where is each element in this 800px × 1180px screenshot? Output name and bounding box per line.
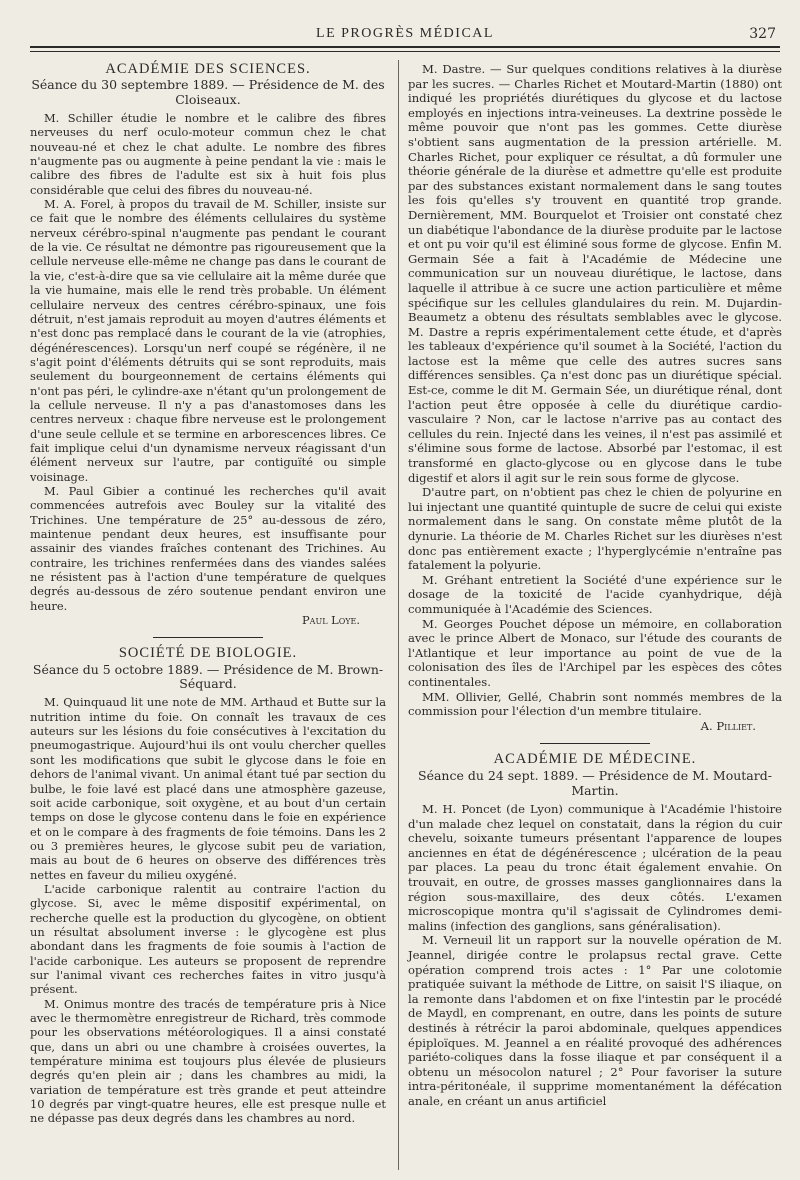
- column-divider: [398, 60, 399, 1170]
- running-header: [30, 26, 780, 48]
- paragraph: M. Onimus montre des tracés de température pris à Nice avec le thermomètre enregistreur de Richard, très commode pour les observations météorologiques. Il a ainsi constaté que, dans un abri ou une chambre à croisées ouvertes, la température minima est toujours plus élevée de plusieurs degrés qu'en plein air ; dans les chambres au midi, la variation de température est très grande et peut atteindre 10 degrés par vingt-quatre heures, elle est presque nulle et ne dépasse pas deux degrés dans les chambres au nord.: [30, 996, 386, 1126]
- section-heading-academie-sciences: ACADÉMIE DES SCIENCES.: [105, 61, 311, 77]
- page-number: 327: [749, 26, 776, 42]
- paragraph: M. Dastre. — Sur quelques conditions relatives à la diurèse par les sucres. — Charles Richet et Moutard-Martin (1880) ont indiqué les propriétés diurétiques du glycose et du lactose employés en injections intra-veineuses. La dextrine possède le même pouvoir que n'ont pas les gommes. Cette diurèse s'obtient sans augmentation de la pression artérielle. M. Charles Richet, pour expliquer ce résultat, a dû formuler une théorie générale de la diurèse et admettre qu'elle est produite par des substances existant normalement dans le sang toutes les fois qu'elles s'y trouvent en quantité trop grande. Dernièrement, MM. Bourquelot et Troisier ont constaté chez un diabétique l'abondance de la diurèse produite par le lactose et ont pu voir qu'il est éliminé sous forme de glycose. Enfin M. Germain Sée a fait à l'Académie de Médecine une communication sur un nouveau diurétique, le lactose, dans laquelle il attribue à ce sucre une action particulière et même spécifique sur les cellules glandulaires du rein. M. Dujardin-Beaumetz a obtenu des résultats semblables avec le glycose. M. Dastre a repris expérimentalement cette étude, et d'après les tableaux d'expérience qu'il soumet à la Société, l'action du lactose est la même que celle des autres sucres sans différences sensibles. Ça n'est donc pas un diurétique spécial. Est-ce, comme le dit M. Germain Sée, un diurétique rénal, dont l'action peut être opposée à celle du diurétique cardio-vasculaire ? Non, car le lactose n'arrive pas au contact des cellules du rein. Injecté dans les veines, il n'est pas assimilé et s'élimine sous forme de lactose. Absorbé par l'estomac, il est transformé en glacto-glycose ou en glycose dans le tube digestif et alors il agit sur le rein sous forme de glycose.: [408, 62, 782, 485]
- left-column: [30, 62, 386, 1126]
- paragraph: M. H. Poncet (de Lyon) communique à l'Académie l'histoire d'un malade chez lequel on constatait, dans la région du cuir chevelu, soixante tumeurs présentant l'apparence de loupes anciennes en état de dégénérescence ; ulcération de la peau par places. La peau du tronc était également envahie. On trouvait, en outre, de grosses masses ganglionnaires dans la région sous-maxillaire, des deux côtés. L'examen microscopique montra qu'il s'agissait de Cylindromes demi-malins (infection des ganglions, sans généralisation).: [408, 802, 782, 933]
- paragraph: M. Quinquaud lit une note de MM. Arthaud et Butte sur la nutrition intime du foie. On connaît les travaux de ces auteurs sur les lésions du foie consécutives à l'excitation du pneumogastrique. Aujourd'hui ils ont voulu chercher quelles sont les modifications que subit le glycose dans le foie en dehors de l'animal vivant. Un animal étant tué par section du bulbe, le foie lavé est placé dans une atmosphère gazeuse, soit acide carbonique, soit oxygène, et au bout d'un certain temps on dose le glycose contenu dans le foie en expérience et on le compare à des fragments de foie témoins. Dans les 2 ou 3 premières heures, le glycose subit peu de variation, mais au bout de 6 heures on observe des différences très nettes en faveur du milieu oxygéné.: [30, 695, 386, 882]
- section-heading-academie-medecine: ACADÉMIE DE MÉDECINE.: [493, 751, 697, 768]
- paragraph: MM. Ollivier, Gellé, Chabrin sont nommés membres de la commission pour l'élection d'un membre titulaire.: [408, 689, 782, 719]
- right-column: [408, 62, 782, 1109]
- paragraph: M. A. Forel, à propos du travail de M. Schiller, insiste sur ce fait que le nombre des éléments cellulaires du système nerveux cérébro-spinal n'augmente pas pendant le courant de la vie. Ce résultat ne démontre pas rigoureusement que la cellule nerveuse elle-même ne change pas dans le courant de la vie, c'est-à-dire que sa vie cellulaire ait la même durée que la vie humaine, mais elle le rend très probable. Un élément cellulaire nerveux des centres cérébro-spinaux, une fois détruit, n'est jamais reproduit au moyen d'autres éléments et n'est donc pas remplacé dans le courant de la vie (atrophies, dégénérescences). Lorsqu'un nerf coupé se régénère, il ne s'agit point d'éléments détruits qui se sont reproduits, mais seulement du bourgeonnement de certains éléments qui n'ont pas péri, le cylindre-axe n'étant qu'un prolongement de la cellule nerveuse. Il n'y a pas d'anastomoses dans les centres nerveux : chaque fibre nerveuse est le prolongement d'une seule cellule et se termine en arborescences libres. Ce fait implique celui d'un dynamisme nerveux réagissant d'un élément nerveux sur l'autre, par contiguïté ou simple voisinage.: [30, 197, 386, 484]
- signature: A. Pilliet.: [700, 718, 756, 733]
- section-heading-societe-biologie: SOCIÉTÉ DE BIOLOGIE.: [118, 645, 298, 662]
- signature: Paul Loye.: [302, 613, 360, 628]
- paragraph: D'autre part, on n'obtient pas chez le chien de polyurine en lui injectant une quantité quintuple de sucre de celui qui existe normalement dans le sang. On constate même plutôt de la dynurie. La théorie de M. Charles Richet sur les diurèses n'est donc pas entièrement exacte ; l'hyperglycémie n'entraîne pas fatalement la polyurie.: [408, 485, 782, 573]
- paragraph: M. Schiller étudie le nombre et le calibre des fibres nerveuses du nerf oculo-moteur commun chez le chat nouveau-né et chez le chat adulte. Le nombre des fibres n'augmente pas ou augmente à peine pendant la vie : mais le calibre des fibres de l'adulte est six à huit fois plus considérable que celui des fibres du nouveau-né.: [30, 111, 386, 197]
- seance-line: Séance du 5 octobre 1889. — Présidence de M. Brown-Séquard.: [32, 661, 384, 692]
- paragraph: M. Paul Gibier a continué les recherches qu'il avait commencées autrefois avec Bouley sur la vitalité des Trichines. Une température de 25° au-dessous de zéro, maintenue pendant deux heures, est insuffisante pour assainir des viandes fraîches contenant des Trichines. Au contraire, les trichines renfermées dans des viandes salées ne résistent pas à l'action d'une température de quelques degrés au-dessous de zéro soutenue pendant environ une heure.: [30, 483, 386, 613]
- seance-line: Séance du 30 septembre 1889. — Présidence de M. des Cloiseaux.: [31, 77, 385, 107]
- paragraph: M. Georges Pouchet dépose un mémoire, en collaboration avec le prince Albert de Monaco, sur l'étude des courants de l'Atlantique et leur importance au point de vue de la colonisation des îles de l'Archipel par les espèces des côtes continentales.: [408, 616, 782, 689]
- paragraph: M. Gréhant entretient la Société d'une expérience sur le dosage de la toxicité de l'acide cyanhydrique, déjà communiquée à l'Académie des Sciences.: [408, 572, 782, 616]
- header-rule-thin: [30, 51, 780, 52]
- paragraph: L'acide carbonique ralentit au contraire l'action du glycose. Si, avec le même dispositif expérimental, on recherche quelle est la production du glycogène, on obtient un résultat absolument inverse : le glycogène est plus abondant dans les fragments de foie soumis à l'action de l'acide carbonique. Les auteurs se proposent de reprendre sur l'animal vivant ces recherches faites in vitro jusqu'à présent.: [30, 881, 386, 997]
- section-separator: [153, 637, 263, 638]
- journal-title: LE PROGRÈS MÉDICAL: [316, 26, 494, 41]
- seance-line: Séance du 24 sept. 1889. — Présidence de M. Moutard-Martin.: [418, 767, 772, 798]
- section-separator: [540, 743, 650, 744]
- paragraph: M. Verneuil lit un rapport sur la nouvelle opération de M. Jeannel, dirigée contre le prolapsus rectal grave. Cette opération comprend trois actes : 1° Par une colotomie pratiquée suivant la méthode de Littre, on saisit l'S iliaque, on la remonte dans l'abdomen et on fixe l'intestin par le procédé de Maydl, en comprenant, en outre, dans les points de suture destinés à rétrécir la paroi abdominale, quelques appendices épiploïques. M. Jeannel a en réalité provoqué des adhérences pariéto-coliques dans la fosse iliaque et par conséquent il a obtenu un mésocolon naturel ; 2° Pour favoriser la suture intra-péritonéale, il supprime momentanément la défécation anale, en créant un anus artificiel: [408, 933, 782, 1108]
- header-rule: [30, 46, 780, 48]
